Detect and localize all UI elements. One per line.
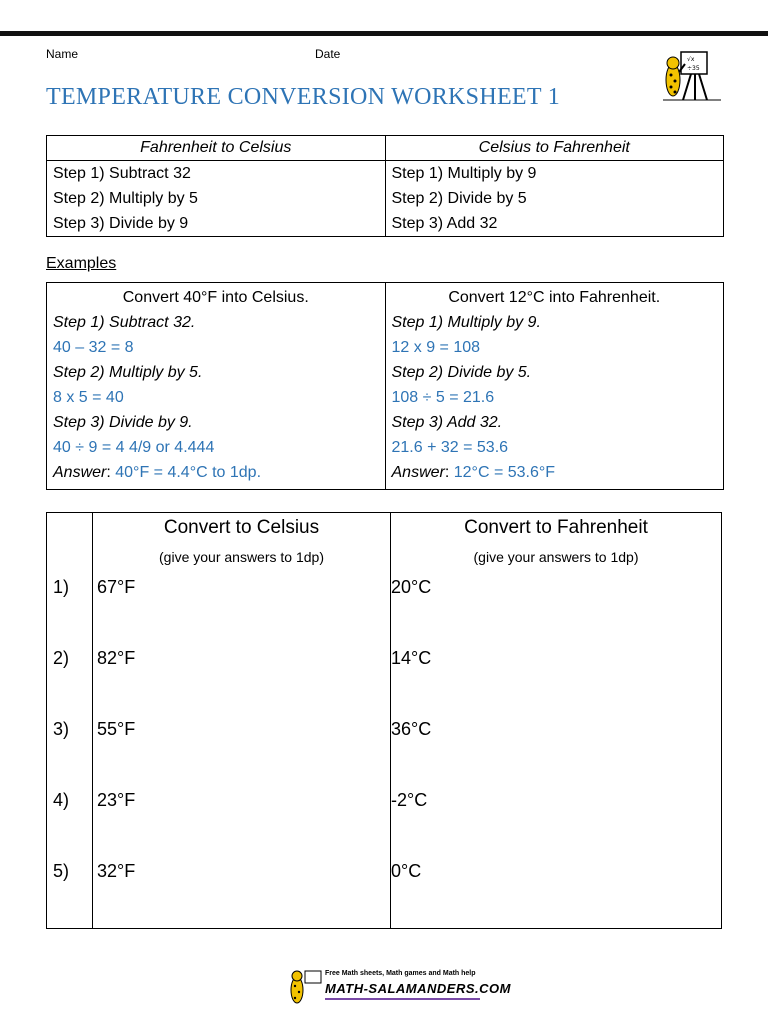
examples-table <box>46 282 724 490</box>
example-heading: Convert 12°C into Fahrenheit. <box>448 289 661 306</box>
question-fahrenheit: 32°F <box>97 861 136 881</box>
rule-cell: Step 1) Subtract 32 <box>47 161 386 187</box>
conversion-rules-table <box>46 135 724 237</box>
example-calc: 8 x 5 = 40 <box>53 389 124 406</box>
column-title: Convert to Fahrenheit <box>464 517 648 538</box>
footer-brand: MATH-SALAMANDERS.COM <box>325 981 511 996</box>
rule-cell: Step 3) Divide by 9 <box>47 211 386 237</box>
rule-cell: Step 2) Multiply by 5 <box>47 186 386 211</box>
column-subtitle: (give your answers to 1dp) <box>159 549 324 565</box>
example-step: Step 3) Divide by 9. <box>53 414 193 431</box>
answer-value: 12°C = 53.6°F <box>453 464 556 481</box>
answer-value: 40°F = 4.4°C to 1dp. <box>115 464 262 481</box>
exercise-table <box>46 512 722 929</box>
example-step: Step 1) Subtract 32. <box>53 314 196 331</box>
rule-cell: Step 3) Add 32 <box>385 211 724 237</box>
example-calc: 108 ÷ 5 = 21.6 <box>391 389 495 406</box>
question-number: 1) <box>53 577 70 597</box>
top-rule <box>0 31 768 36</box>
example-right <box>385 283 724 490</box>
column-subtitle: (give your answers to 1dp) <box>473 549 639 565</box>
question-celsius: 14°C <box>391 648 432 668</box>
fahrenheit-column <box>391 513 722 929</box>
example-step: Step 2) Multiply by 5. <box>53 364 203 381</box>
table-row <box>47 211 724 237</box>
example-calc: 40 ÷ 9 = 4 4/9 or 4.444 <box>53 439 215 456</box>
salamander-logo-icon <box>661 50 725 102</box>
question-number: 2) <box>53 648 70 668</box>
column-title: Convert to Celsius <box>163 517 320 538</box>
example-step: Step 3) Add 32. <box>391 414 503 431</box>
question-fahrenheit: 55°F <box>97 719 136 739</box>
answer-label: Answer <box>53 464 107 481</box>
question-celsius: -2°C <box>391 790 428 810</box>
rule-cell: Step 2) Divide by 5 <box>385 186 724 211</box>
example-calc: 21.6 + 32 = 53.6 <box>391 439 509 456</box>
question-fahrenheit: 82°F <box>97 648 136 668</box>
example-step: Step 2) Divide by 5. <box>391 364 532 381</box>
svg-text:÷35: ÷35 <box>687 65 700 72</box>
example-left <box>47 283 386 490</box>
footer-underline <box>325 998 480 1000</box>
celsius-column <box>93 513 391 929</box>
date-label: Date <box>315 47 341 61</box>
example-step: Step 1) Multiply by 9. <box>391 314 541 331</box>
table-row <box>47 161 724 187</box>
rule-cell: Step 1) Multiply by 9 <box>385 161 724 187</box>
svg-text:√x: √x <box>687 56 695 63</box>
answer-label: Answer <box>391 464 445 481</box>
question-number: 4) <box>53 790 70 810</box>
rules-header-f-to-c: Fahrenheit to Celsius <box>47 136 386 161</box>
question-fahrenheit: 23°F <box>97 790 136 810</box>
question-number: 5) <box>53 861 70 881</box>
rules-header-c-to-f: Celsius to Fahrenheit <box>385 136 724 161</box>
table-row <box>47 186 724 211</box>
question-number: 3) <box>53 719 70 739</box>
question-celsius: 20°C <box>391 577 432 597</box>
question-celsius: 0°C <box>391 861 422 881</box>
example-heading: Convert 40°F into Celsius. <box>122 289 309 306</box>
example-answer: Answer: 12°C = 53.6°F <box>391 464 556 481</box>
worksheet-title: TEMPERATURE CONVERSION WORKSHEET 1 <box>46 84 561 110</box>
footer-tagline: Free Math sheets, Math games and Math help <box>325 970 476 977</box>
example-answer: Answer: 40°F = 4.4°C to 1dp. <box>53 464 262 481</box>
examples-heading: Examples <box>46 255 117 272</box>
name-label: Name <box>46 47 79 61</box>
example-calc: 12 x 9 = 108 <box>391 339 481 356</box>
example-calc: 40 – 32 = 8 <box>53 339 134 356</box>
question-fahrenheit: 67°F <box>97 577 136 597</box>
question-celsius: 36°C <box>391 719 432 739</box>
